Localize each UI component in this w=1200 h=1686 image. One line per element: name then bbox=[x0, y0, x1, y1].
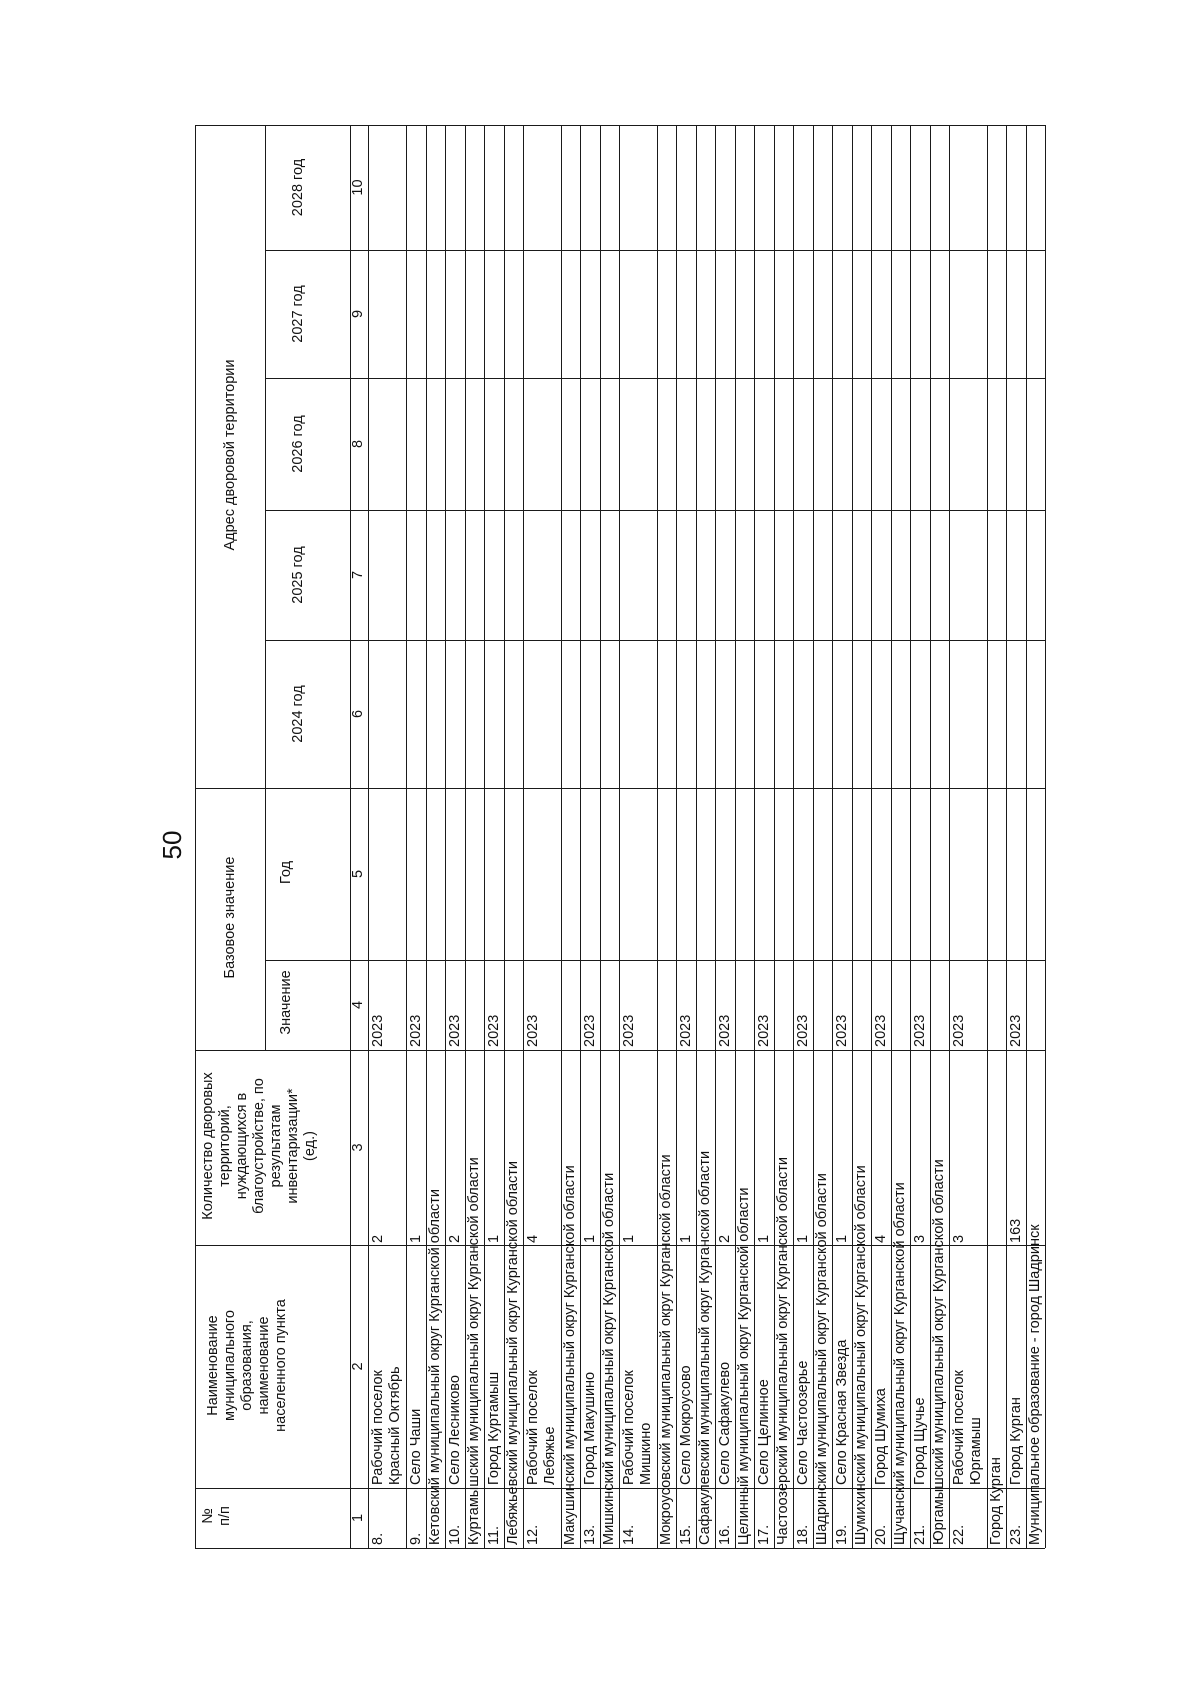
group-header: Шадринский муниципальный округ Курганской области bbox=[814, 1173, 830, 1545]
row-name: Село Целинное bbox=[756, 1379, 772, 1485]
row-border bbox=[754, 125, 755, 1548]
row-count: 1 bbox=[678, 1234, 694, 1243]
row-border bbox=[523, 125, 524, 1548]
group-header: Куртамышский муниципальный округ Курганской области bbox=[466, 1157, 482, 1545]
col-number-10: 10 bbox=[350, 179, 366, 196]
row-count: 4 bbox=[525, 1234, 541, 1243]
group-header: Кетовский муниципальный округ Курганской области bbox=[427, 1188, 443, 1545]
row-border bbox=[1006, 125, 1007, 1548]
cell-sep bbox=[1006, 1488, 1026, 1489]
page-number: 50 bbox=[157, 830, 187, 860]
row-number: 8. bbox=[370, 1532, 386, 1545]
row-name: Рабочий поселок Юргамыш bbox=[951, 1370, 984, 1485]
row-base-year: 2023 bbox=[912, 1014, 928, 1047]
group-header: Целинный муниципальный округ Курганской области bbox=[736, 1187, 752, 1545]
row-number: 10. bbox=[447, 1524, 463, 1545]
row-name: Село Сафакулево bbox=[717, 1361, 733, 1485]
row-count: 1 bbox=[621, 1234, 637, 1243]
header-base: Базовое значение bbox=[222, 856, 238, 979]
header-base-value: Значение bbox=[278, 970, 294, 1035]
row-count: 2 bbox=[717, 1234, 733, 1243]
table-border-bottom bbox=[195, 1548, 1045, 1549]
group-header: Мокроусовский муниципальный округ Курганской области bbox=[658, 1154, 674, 1545]
group-header: Шумихинский муниципальный округ Курганской области bbox=[853, 1165, 869, 1545]
row-base-year: 2023 bbox=[756, 1014, 772, 1047]
row-number: 15. bbox=[678, 1524, 694, 1545]
row-number: 14. bbox=[621, 1524, 637, 1545]
row-border bbox=[406, 125, 407, 1548]
row-name: Село Чаши bbox=[408, 1408, 424, 1485]
row-count: 2 bbox=[447, 1234, 463, 1243]
cell-sep bbox=[619, 1488, 657, 1489]
col-sep bbox=[195, 788, 1045, 789]
row-base-year: 2023 bbox=[525, 1014, 541, 1047]
col-sep bbox=[195, 1245, 1045, 1246]
row-number: 20. bbox=[873, 1524, 889, 1545]
header-year-4: 2027 год bbox=[290, 285, 306, 343]
row-base-year: 2023 bbox=[370, 1014, 386, 1047]
col-number-5: 5 bbox=[350, 869, 366, 879]
row-number: 18. bbox=[795, 1524, 811, 1545]
row-number: 9. bbox=[408, 1532, 424, 1545]
row-count: 4 bbox=[873, 1234, 889, 1243]
row-name: Село Красная Звезда bbox=[834, 1339, 850, 1485]
cell-sep bbox=[580, 1488, 600, 1489]
row-number: 13. bbox=[582, 1524, 598, 1545]
col-number-4: 4 bbox=[350, 1000, 366, 1010]
col-sep bbox=[195, 1050, 1045, 1051]
row-name: Село Лесниково bbox=[447, 1375, 463, 1485]
row-number: 23. bbox=[1008, 1524, 1024, 1545]
header-name: Наименование муниципального образования, наименование населенного пункта bbox=[205, 1299, 289, 1432]
cell-sep bbox=[523, 1488, 561, 1489]
row-number: 19. bbox=[834, 1524, 850, 1545]
row-border bbox=[580, 125, 581, 1548]
row-border bbox=[910, 125, 911, 1548]
header-year-5: 2028 год bbox=[290, 158, 306, 217]
col-number-6: 6 bbox=[350, 709, 366, 719]
col-number-1: 1 bbox=[350, 1513, 366, 1523]
group-header: Частоозерский муниципальный округ Курганской области bbox=[775, 1157, 791, 1545]
row-name: Город Куртамыш bbox=[486, 1371, 502, 1485]
row-name: Рабочий поселок Мишкино bbox=[621, 1370, 654, 1485]
cell-sep bbox=[715, 1488, 735, 1489]
cell-sep bbox=[910, 1488, 930, 1489]
cell-sep bbox=[484, 1488, 504, 1489]
col-number-8: 8 bbox=[350, 439, 366, 449]
cell-sep bbox=[793, 1488, 813, 1489]
header-count: Количество дворовых территорий, нуждающихся в благоустройстве, по результатам инвентаризации* (ед.) bbox=[200, 1072, 318, 1220]
row-base-year: 2023 bbox=[951, 1014, 967, 1047]
row-base-year: 2023 bbox=[582, 1014, 598, 1047]
header-year-1: 2024 год bbox=[290, 685, 306, 743]
group-header: Лебяжьевский муниципальный округ Курганской области bbox=[505, 1160, 521, 1545]
row-border bbox=[949, 125, 950, 1548]
row-name: Село Частоозерье bbox=[795, 1360, 811, 1485]
row-border bbox=[1045, 125, 1046, 1548]
header-address: Адрес дворовой территории bbox=[222, 359, 238, 551]
row-count: 163 bbox=[1008, 1218, 1024, 1243]
row-name: Город Курган bbox=[1008, 1397, 1024, 1485]
cell-sep bbox=[754, 1488, 774, 1489]
group-header: Город Курган bbox=[988, 1457, 1004, 1545]
row-base-year: 2023 bbox=[678, 1014, 694, 1047]
row-number: 12. bbox=[525, 1524, 541, 1545]
group-header: Щучанский муниципальный округ Курганской области bbox=[892, 1182, 908, 1545]
row-name: Рабочий поселок Лебяжье bbox=[525, 1370, 558, 1485]
row-count: 3 bbox=[951, 1234, 967, 1243]
row-number: 17. bbox=[756, 1524, 772, 1545]
row-base-year: 2023 bbox=[873, 1014, 889, 1047]
row-name: Город Макушино bbox=[582, 1371, 598, 1485]
row-name: Рабочий поселок Красный Октябрь bbox=[370, 1366, 403, 1485]
group-header: Мишкинский муниципальный округ Курганской области bbox=[601, 1172, 617, 1545]
col-sep bbox=[265, 640, 1045, 641]
row-count: 1 bbox=[834, 1234, 850, 1243]
row-base-year: 2023 bbox=[621, 1014, 637, 1047]
header-year-2: 2025 год bbox=[290, 546, 306, 604]
col-sep bbox=[265, 378, 1045, 379]
row-base-year: 2023 bbox=[486, 1014, 502, 1047]
row-border bbox=[676, 125, 677, 1548]
row-border bbox=[619, 125, 620, 1548]
group-header: Сафакулевский муниципальный округ Курганской области bbox=[697, 1150, 713, 1545]
row-number: 22. bbox=[951, 1524, 967, 1545]
col-number-3: 3 bbox=[350, 1143, 366, 1152]
row-border bbox=[793, 125, 794, 1548]
row-base-year: 2023 bbox=[408, 1014, 424, 1047]
row-count: 1 bbox=[486, 1234, 502, 1243]
cell-sep bbox=[445, 1488, 465, 1489]
group-header: Макушинский муниципальный округ Курганской области bbox=[562, 1165, 578, 1545]
col-sep bbox=[265, 510, 1045, 511]
cell-sep bbox=[871, 1488, 891, 1489]
row-base-year: 2023 bbox=[834, 1014, 850, 1047]
cell-sep bbox=[406, 1488, 426, 1489]
row-base-year: 2023 bbox=[1008, 1014, 1024, 1047]
col-sep bbox=[265, 250, 1045, 251]
row-border bbox=[368, 125, 369, 1548]
row-count: 1 bbox=[795, 1234, 811, 1243]
row-count: 1 bbox=[582, 1234, 598, 1243]
subheader-line bbox=[265, 125, 266, 1050]
row-count: 3 bbox=[912, 1234, 928, 1243]
header-num: № п/п bbox=[200, 1506, 233, 1526]
row-name: Город Щучье bbox=[912, 1397, 928, 1485]
row-base-year: 2023 bbox=[795, 1014, 811, 1047]
cell-sep bbox=[832, 1488, 852, 1489]
header-year-3: 2026 год bbox=[290, 415, 306, 473]
row-border bbox=[832, 125, 833, 1548]
row-border bbox=[715, 125, 716, 1548]
row-number: 16. bbox=[717, 1524, 733, 1545]
row-border bbox=[445, 125, 446, 1548]
row-number: 11. bbox=[486, 1525, 502, 1545]
group-header: Юргамышский муниципальный округ Курганской области bbox=[931, 1159, 947, 1545]
table-border-left bbox=[195, 125, 196, 1548]
row-count: 1 bbox=[408, 1234, 424, 1243]
cell-sep bbox=[949, 1488, 987, 1489]
row-number: 21. bbox=[912, 1524, 928, 1545]
row-name: Село Мокроусово bbox=[678, 1365, 694, 1485]
col-number-9: 9 bbox=[350, 309, 366, 319]
row-base-year: 2023 bbox=[447, 1014, 463, 1047]
row-count: 2 bbox=[370, 1234, 386, 1243]
cell-sep bbox=[368, 1488, 406, 1489]
row-border bbox=[484, 125, 485, 1548]
table-border-top bbox=[195, 125, 1045, 126]
group-header: Муниципальное образование - город Шадринск bbox=[1027, 1224, 1043, 1545]
col-sep bbox=[265, 960, 1045, 961]
row-count: 1 bbox=[756, 1234, 772, 1243]
header-base-year: Год bbox=[278, 860, 294, 885]
col-number-2: 2 bbox=[350, 1362, 366, 1371]
row-border bbox=[871, 125, 872, 1548]
row-base-year: 2023 bbox=[717, 1014, 733, 1047]
cell-sep bbox=[676, 1488, 696, 1489]
row-name: Город Шумиха bbox=[873, 1388, 889, 1485]
col-number-7: 7 bbox=[350, 570, 366, 580]
